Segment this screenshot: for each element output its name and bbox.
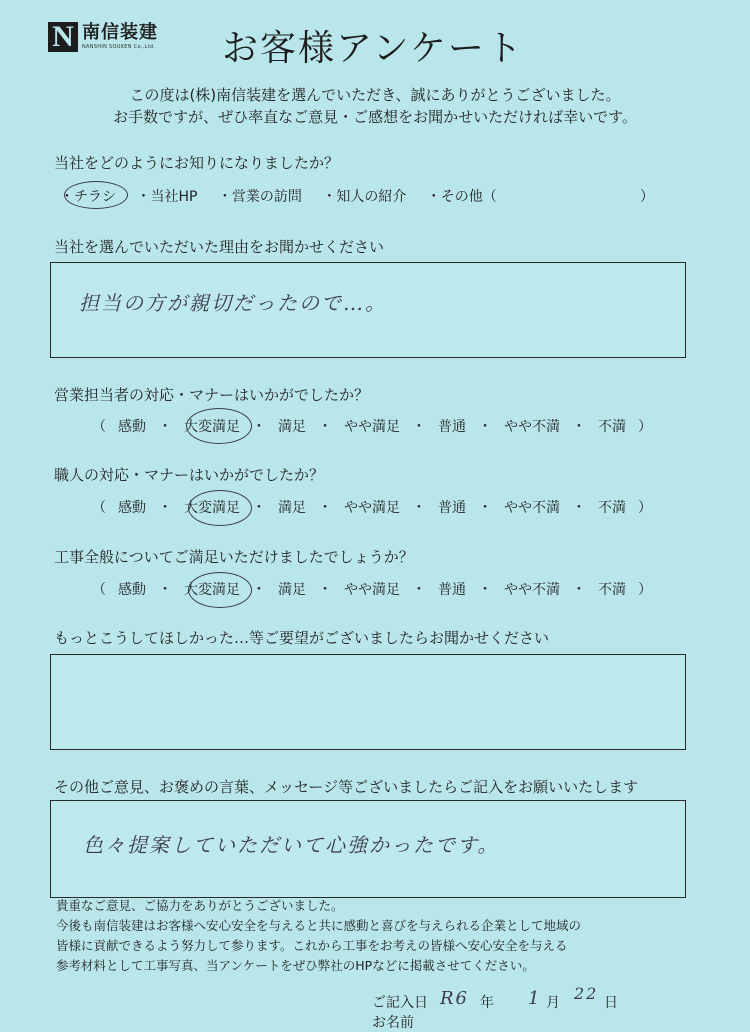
question-7: その他ご意見、お褒めの言葉、メッセージ等ございましたらご記入をお願いいたします xyxy=(54,778,639,796)
q1-option-website[interactable]: ・当社HP xyxy=(136,189,198,205)
rating-option-dissatisfied[interactable]: 不満 xyxy=(598,582,626,598)
q4-rating-options xyxy=(92,497,652,517)
rating-separator: ・ xyxy=(318,582,332,598)
q1-option-sales-visit[interactable]: ・営業の訪問 xyxy=(217,189,302,205)
entry-day-value[interactable]: 22 xyxy=(574,984,599,1003)
rating-option-satisfied[interactable]: 満足 xyxy=(278,419,306,435)
q1-other-close: ） xyxy=(640,189,654,205)
footer-line-1: 貴重なご意見、ご協力をありがとうございました。 xyxy=(56,898,344,913)
rating-separator: ・ xyxy=(252,500,266,516)
footer-text xyxy=(56,896,581,976)
q7-answer-box[interactable] xyxy=(50,800,686,898)
rating-option-neutral[interactable]: 普通 xyxy=(438,500,466,516)
footer-line-3: 皆様に貢献できるよう努力して参ります。これから工事をお考えの皆様へ安心安全を与える xyxy=(56,938,568,953)
rating-separator: ・ xyxy=(252,419,266,435)
rating-separator: ・ xyxy=(158,500,172,516)
rating-option-neutral[interactable]: 普通 xyxy=(438,419,466,435)
rating-separator: ・ xyxy=(252,582,266,598)
rating-option-satisfied[interactable]: 満足 xyxy=(278,582,306,598)
q1-option-other[interactable]: ・その他（ xyxy=(426,189,497,205)
rating-separator: ・ xyxy=(478,582,492,598)
entry-year-label: 年 xyxy=(480,995,494,1011)
question-6: もっとこうしてほしかった…等ご要望がございましたらお聞かせください xyxy=(54,629,550,647)
rating-separator: ・ xyxy=(478,500,492,516)
intro-line-1: この度は(株)南信装建を選んでいただき、誠にありがとうございました。 xyxy=(129,86,621,104)
question-1: 当社をどのようにお知りになりましたか？ xyxy=(54,154,340,172)
rating-option-very-satisfied[interactable]: 大変満足 xyxy=(184,500,240,516)
rating-separator: ・ xyxy=(572,582,586,598)
rating-separator: ・ xyxy=(158,419,172,435)
rating-option-very-satisfied[interactable]: 大変満足 xyxy=(184,582,240,598)
rating-option-impressed[interactable]: 感動 xyxy=(118,582,146,598)
company-logo xyxy=(48,22,158,52)
q7-handwritten-answer: 色々提案していただいて心強かったです。 xyxy=(83,833,500,857)
logo-mark: N xyxy=(48,22,78,52)
rating-open-paren: （ xyxy=(92,419,106,435)
q5-rating-options xyxy=(92,579,652,599)
rating-separator: ・ xyxy=(158,582,172,598)
rating-separator: ・ xyxy=(572,500,586,516)
rating-option-somewhat-satisfied[interactable]: やや満足 xyxy=(344,419,400,435)
rating-option-somewhat-dissatisfied[interactable]: やや不満 xyxy=(504,419,560,435)
rating-option-somewhat-satisfied[interactable]: やや満足 xyxy=(344,500,400,516)
rating-option-impressed[interactable]: 感動 xyxy=(118,500,146,516)
rating-option-dissatisfied[interactable]: 不満 xyxy=(598,500,626,516)
footer-line-4: 参考材料として工事写真、当アンケートをぜひ弊社のHPなどに掲載させてください。 xyxy=(56,958,535,973)
q1-option-referral[interactable]: ・知人の紹介 xyxy=(322,189,407,205)
selection-circle-flyer xyxy=(64,181,128,209)
rating-separator: ・ xyxy=(412,419,426,435)
intro-line-2: お手数ですが、ぜひ率直なご意見・ご感想をお聞かせいただければ幸いです。 xyxy=(113,108,637,126)
rating-separator: ・ xyxy=(412,582,426,598)
rating-option-somewhat-dissatisfied[interactable]: やや不満 xyxy=(504,500,560,516)
question-3: 営業担当者の対応・マナーはいかがでしたか？ xyxy=(54,386,370,404)
q2-answer-box[interactable] xyxy=(50,262,686,358)
entry-era-value[interactable]: R6 xyxy=(440,988,470,1009)
rating-close-paren: ） xyxy=(638,582,652,598)
question-4: 職人の対応・マナーはいかがでしたか？ xyxy=(54,466,325,484)
rating-separator: ・ xyxy=(318,500,332,516)
logo-subtitle: NANSHIN SOUKEN Co.,Ltd. xyxy=(82,44,156,50)
rating-close-paren: ） xyxy=(638,500,652,516)
rating-separator: ・ xyxy=(412,500,426,516)
rating-option-somewhat-satisfied[interactable]: やや満足 xyxy=(344,582,400,598)
rating-separator: ・ xyxy=(572,419,586,435)
q1-option-flyer[interactable]: ・チラシ xyxy=(60,189,116,205)
logo-name: 南信装建 xyxy=(82,22,158,43)
q3-rating-options xyxy=(92,416,652,436)
rating-option-very-satisfied[interactable]: 大変満足 xyxy=(184,419,240,435)
rating-open-paren: （ xyxy=(92,582,106,598)
selection-circle-q5 xyxy=(188,572,252,608)
question-5: 工事全般についてご満足いただけましたでしょうか？ xyxy=(54,548,414,566)
rating-separator: ・ xyxy=(478,419,492,435)
intro-text xyxy=(0,84,750,128)
rating-separator: ・ xyxy=(318,419,332,435)
rating-option-impressed[interactable]: 感動 xyxy=(118,419,146,435)
entry-month-label: 月 xyxy=(546,995,560,1011)
page-title: お客様アンケート xyxy=(222,28,524,69)
rating-open-paren: （ xyxy=(92,500,106,516)
rating-option-dissatisfied[interactable]: 不満 xyxy=(598,419,626,435)
footer-line-2: 今後も南信装建はお客様へ安心安全を与えると共に感動と喜びを与えられる企業として地域の xyxy=(56,918,582,933)
name-label: お名前 xyxy=(372,1015,414,1031)
rating-option-neutral[interactable]: 普通 xyxy=(438,582,466,598)
rating-option-somewhat-dissatisfied[interactable]: やや不満 xyxy=(504,582,560,598)
selection-circle-q4 xyxy=(188,490,252,526)
entry-day-label: 日 xyxy=(604,995,618,1011)
rating-close-paren: ） xyxy=(638,419,652,435)
entry-date-label: ご記入日 xyxy=(372,995,428,1011)
selection-circle-q3 xyxy=(186,408,252,444)
question-2: 当社を選んでいただいた理由をお聞かせください xyxy=(54,238,385,256)
entry-month-value[interactable]: 1 xyxy=(528,988,542,1009)
q6-answer-box[interactable] xyxy=(50,654,686,750)
rating-option-satisfied[interactable]: 満足 xyxy=(278,500,306,516)
q2-handwritten-answer: 担当の方が親切だったので…。 xyxy=(79,291,387,315)
